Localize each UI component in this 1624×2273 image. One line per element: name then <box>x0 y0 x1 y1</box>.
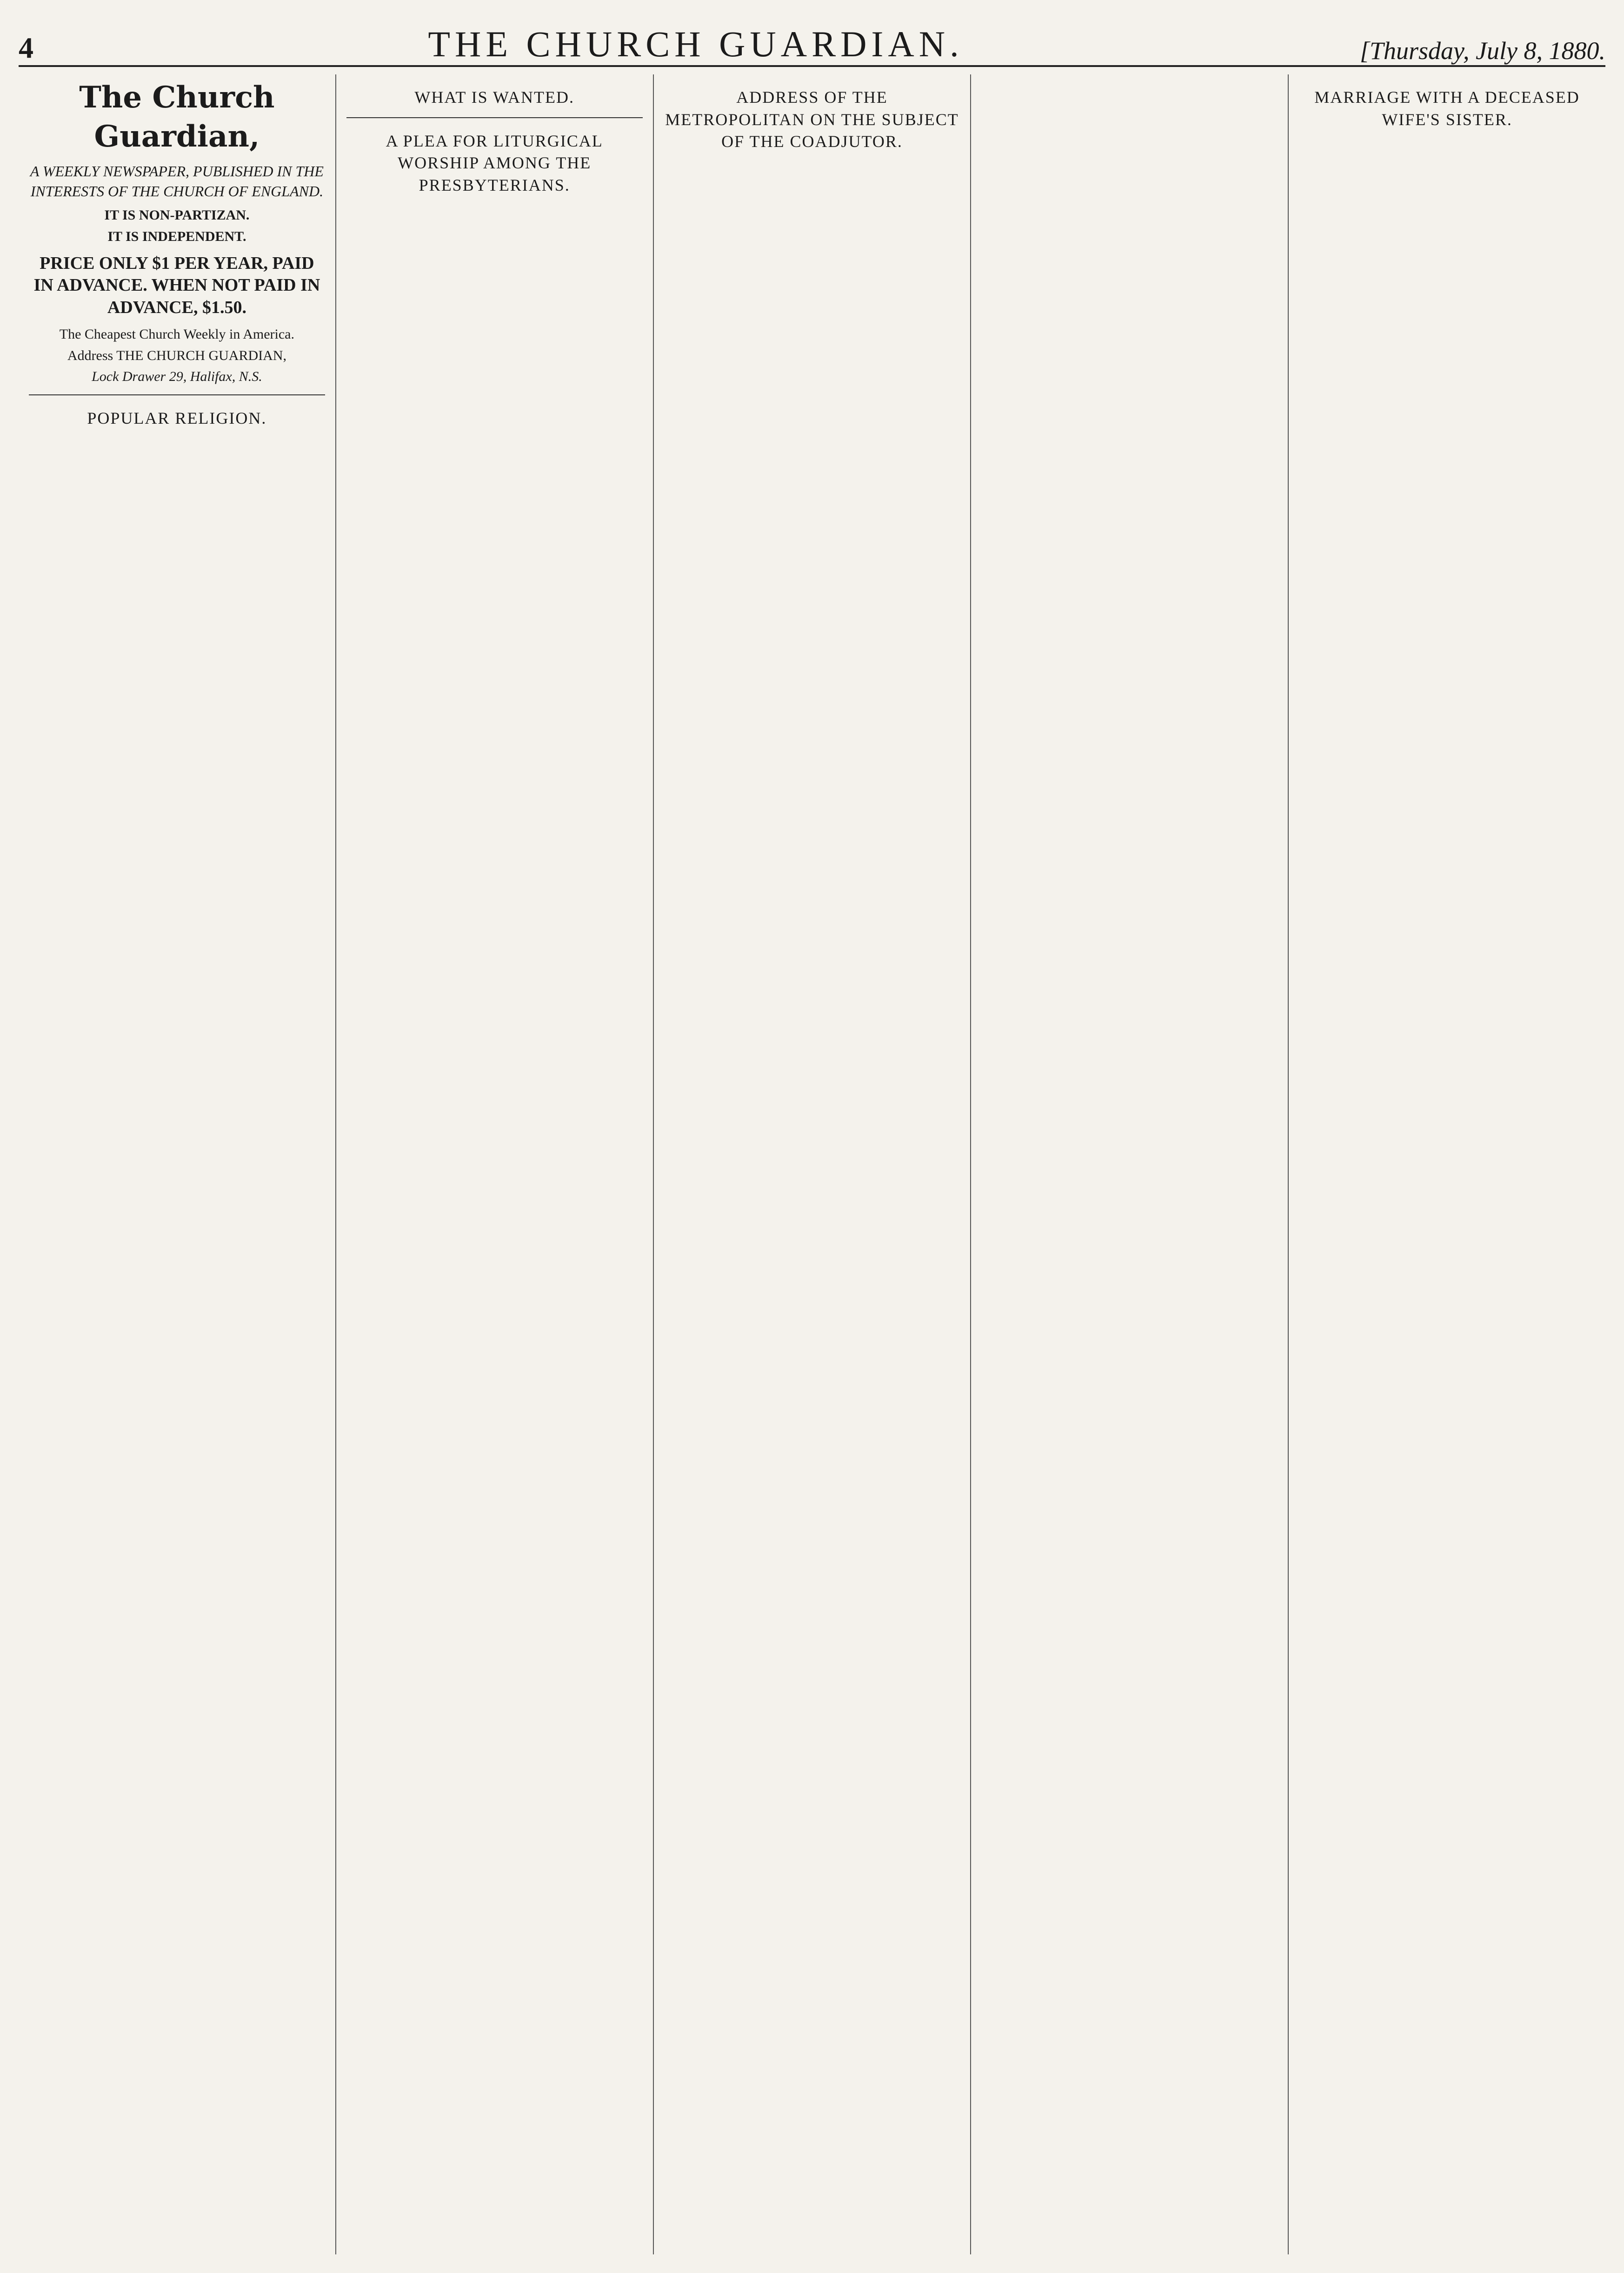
paper-subtitle: A WEEKLY NEWSPAPER, PUBLISHED IN THE INTERESTS OF THE CHURCH OF ENGLAND. <box>30 162 324 200</box>
columns <box>19 74 1605 2254</box>
article-heading: POPULAR RELIGION. <box>87 408 267 427</box>
nonpartizan-line: IT IS NON-PARTIZAN. <box>104 207 250 223</box>
page-number: 4 <box>19 31 33 64</box>
address-line: Address THE CHURCH GUARDIAN, <box>67 347 286 363</box>
cheapest-line: The Cheapest Church Weekly in America. <box>59 327 294 342</box>
column-4 <box>971 74 1289 2254</box>
column-5 <box>1289 74 1605 2254</box>
column-2 <box>336 74 654 2254</box>
divider <box>346 117 643 118</box>
paper-title: The Church Guardian, <box>79 80 275 154</box>
price-notice: PRICE ONLY $1 PER YEAR, PAID IN ADVANCE. WHEN NOT PAID IN ADVANCE, $1.50. <box>33 253 320 317</box>
divider <box>29 394 325 395</box>
masthead <box>19 14 1605 67</box>
address-box: Lock Drawer 29, Halifax, N.S. <box>92 369 262 385</box>
independent-line: IT IS INDEPENDENT. <box>107 228 246 244</box>
issue-date: [Thursday, July 8, 1880. <box>1359 37 1605 65</box>
newspaper-title: THE CHURCH GUARDIAN. <box>428 24 964 64</box>
article-heading: A PLEA FOR LITURGICAL WORSHIP AMONG THE PRESBYTERIANS. <box>386 131 603 194</box>
article-heading: ADDRESS OF THE METROPOLITAN ON THE SUBJECT OF THE COADJUTOR. <box>665 88 959 151</box>
article-heading: MARRIAGE WITH A DECEASED WIFE'S SISTER. <box>1314 88 1580 129</box>
column-1 <box>19 74 336 2254</box>
column-3 <box>654 74 972 2254</box>
article-heading: WHAT IS WANTED. <box>414 88 575 107</box>
